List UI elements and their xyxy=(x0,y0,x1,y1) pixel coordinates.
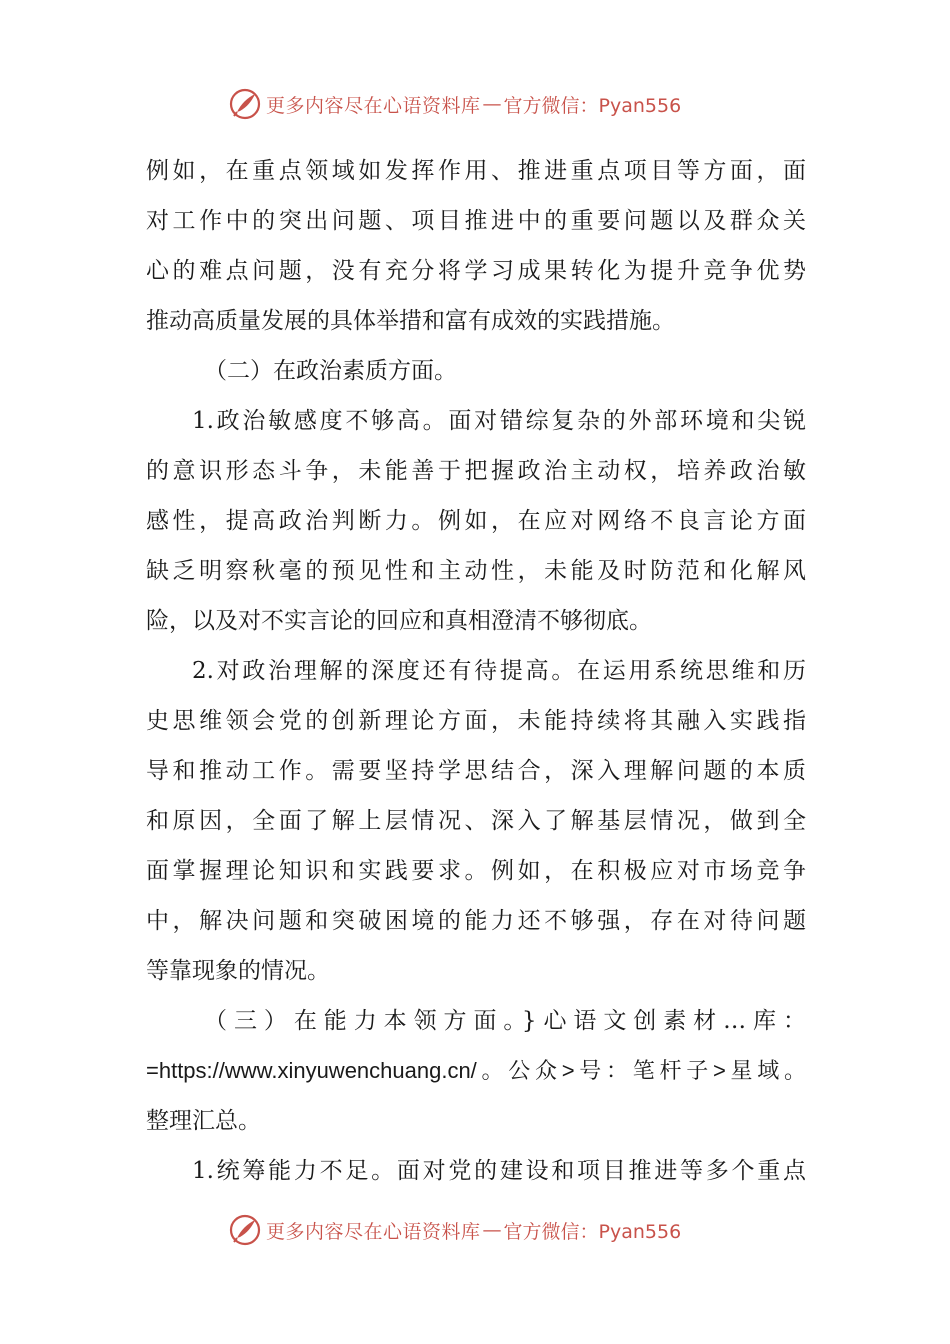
text-line: 2.对政治理解的深度还有待提高。在运用系统思维和历 xyxy=(192,658,806,684)
text-line: 史思维领会党的创新理论方面，未能持续将其融入实践指 xyxy=(146,708,806,734)
banner-prefix-text: 更多内容尽在心语资料库 xyxy=(266,1220,481,1243)
text-line: 和原因，全面了解上层情况、深入了解基层情况，做到全 xyxy=(146,808,806,834)
quill-logo-icon xyxy=(228,87,262,121)
text-line: 中，解决问题和突破困境的能力还不够强，存在对待问题 xyxy=(146,908,806,934)
text-line: 例如，在重点领域如发挥作用、推进重点项目等方面，面 xyxy=(146,158,806,184)
text-line: 缺乏明察秋毫的预见性和主动性，未能及时防范和化解风 xyxy=(146,558,806,584)
footer-watermark-banner xyxy=(228,1212,681,1248)
text-line: 的意识形态斗争，未能善于把握政治主动权，培养政治敏 xyxy=(146,458,806,484)
text-line: 导和推动工作。需要坚持学思结合，深入理解问题的本质 xyxy=(146,758,806,784)
header-watermark-banner xyxy=(228,86,681,122)
text-line: 整理汇总。 xyxy=(146,1108,261,1134)
text-line: 险，以及对不实言论的回应和真相澄清不够彻底。 xyxy=(146,608,652,634)
text-line: 对工作中的突出问题、项目推进中的重要问题以及群众关 xyxy=(146,208,806,234)
banner-separator: — xyxy=(482,93,502,115)
text-line: 等靠现象的情况。 xyxy=(146,958,330,984)
text-line: 1.政治敏感度不够高。面对错综复杂的外部环境和尖锐 xyxy=(192,408,806,434)
banner-wechat-text: 官方微信：Pyan556 xyxy=(503,1220,682,1243)
text-line: 面掌握理论知识和实践要求。例如，在积极应对市场竞争 xyxy=(146,858,806,884)
banner-prefix-text: 更多内容尽在心语资料库 xyxy=(266,94,481,117)
section-heading: （二）在政治素质方面。 xyxy=(204,358,457,384)
text-line: 感性，提高政治判断力。例如，在应对网络不良言论方面 xyxy=(146,508,806,534)
document-body xyxy=(146,146,806,1196)
banner-separator: — xyxy=(482,1219,502,1241)
text-line: 心的难点问题，没有充分将学习成果转化为提升竞争优势 xyxy=(146,258,806,284)
section-heading: （三）在能力本领方面。}心语文创素材…库： xyxy=(204,1008,806,1034)
text-line: 推动高质量发展的具体举措和富有成效的实践措施。 xyxy=(146,308,675,334)
url-line: =https://www.xinyuwenchuang.cn/。公众>号：笔杆子>星域。 xyxy=(146,1058,806,1083)
text-line: 1.统筹能力不足。面对党的建设和项目推进等多个重点 xyxy=(192,1158,806,1184)
quill-logo-icon xyxy=(228,1213,262,1247)
banner-wechat-text: 官方微信：Pyan556 xyxy=(503,94,682,117)
